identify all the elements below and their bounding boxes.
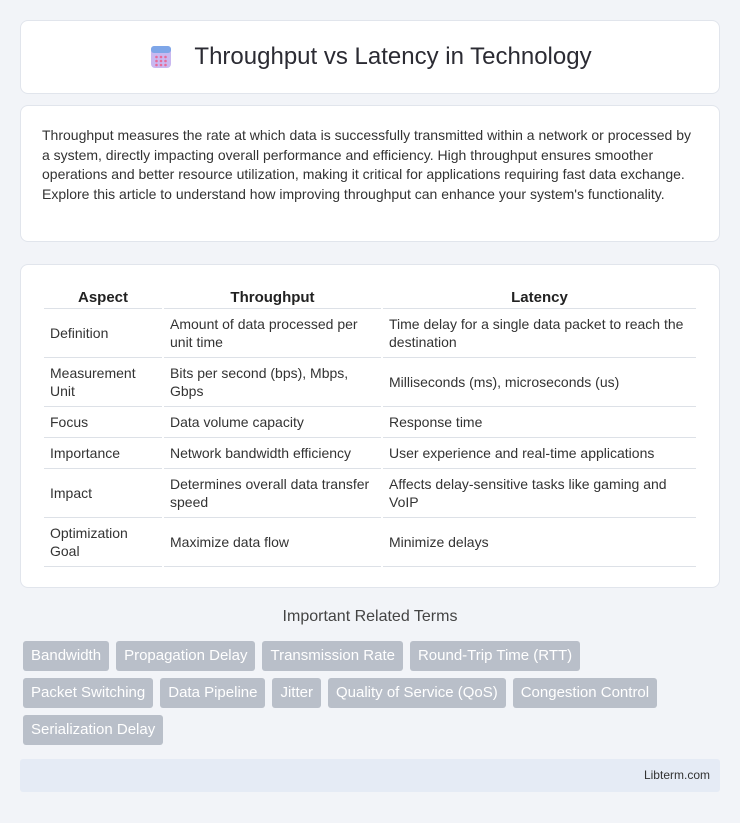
table-cell: Response time — [383, 407, 696, 438]
footer-site-link[interactable]: Libterm.com — [643, 768, 710, 782]
table-cell: Measurement Unit — [44, 358, 162, 407]
table-header-row — [44, 285, 696, 309]
comparison-table — [42, 285, 698, 567]
table-row — [44, 358, 696, 407]
table-cell: Definition — [44, 309, 162, 358]
table-cell: Milliseconds (ms), microseconds (us) — [383, 358, 696, 407]
table-cell: Amount of data processed per unit time — [164, 309, 381, 358]
comparison-table-card — [20, 264, 720, 588]
related-terms-list — [23, 641, 703, 745]
related-term-tag[interactable]: Packet Switching — [23, 678, 153, 708]
table-cell: Focus — [44, 407, 162, 438]
related-terms-heading: Important Related Terms — [282, 608, 458, 625]
related-term-tag[interactable]: Congestion Control — [513, 678, 657, 708]
table-row — [44, 469, 696, 518]
intro-card — [20, 105, 720, 242]
column-header-aspect: Aspect — [44, 285, 162, 309]
table-cell: Bits per second (bps), Mbps, Gbps — [164, 358, 381, 407]
table-cell: Minimize delays — [383, 518, 696, 567]
table-cell: Importance — [44, 438, 162, 469]
intro-text: Throughput measures the rate at which data is successfully transmitted within a network or processed by a system, directly impacting overall performance and efficiency. High throughput ensures smoother operations and better resource utilization, making it critical for applications requiring fast data exchange. Explore this article to understand how improving throughput can enhance your system's functionality. — [42, 127, 691, 202]
related-term-tag[interactable]: Propagation Delay — [116, 641, 255, 671]
table-cell: Impact — [44, 469, 162, 518]
related-term-tag[interactable]: Transmission Rate — [262, 641, 402, 671]
related-term-tag[interactable]: Serialization Delay — [23, 715, 163, 745]
table-cell: User experience and real-time applications — [383, 438, 696, 469]
calculator-icon — [148, 44, 174, 70]
table-cell: Data volume capacity — [164, 407, 381, 438]
table-cell: Affects delay-sensitive tasks like gaming and VoIP — [383, 469, 696, 518]
table-row — [44, 438, 696, 469]
related-term-tag[interactable]: Data Pipeline — [160, 678, 265, 708]
related-term-tag[interactable]: Round-Trip Time (RTT) — [410, 641, 580, 671]
header-card — [20, 20, 720, 94]
related-term-tag[interactable]: Jitter — [272, 678, 321, 708]
table-cell: Maximize data flow — [164, 518, 381, 567]
related-term-tag[interactable]: Bandwidth — [23, 641, 109, 671]
table-cell: Determines overall data transfer speed — [164, 469, 381, 518]
table-row — [44, 518, 696, 567]
column-header-throughput: Throughput — [164, 285, 381, 309]
table-cell: Optimization Goal — [44, 518, 162, 567]
table-row — [44, 309, 696, 358]
table-cell: Network bandwidth efficiency — [164, 438, 381, 469]
related-term-tag[interactable]: Quality of Service (QoS) — [328, 678, 506, 708]
page-title: Throughput vs Latency in Technology — [194, 43, 592, 70]
footer — [20, 759, 720, 792]
column-header-latency: Latency — [383, 285, 696, 309]
table-cell: Time delay for a single data packet to reach the destination — [383, 309, 696, 358]
table-row — [44, 407, 696, 438]
